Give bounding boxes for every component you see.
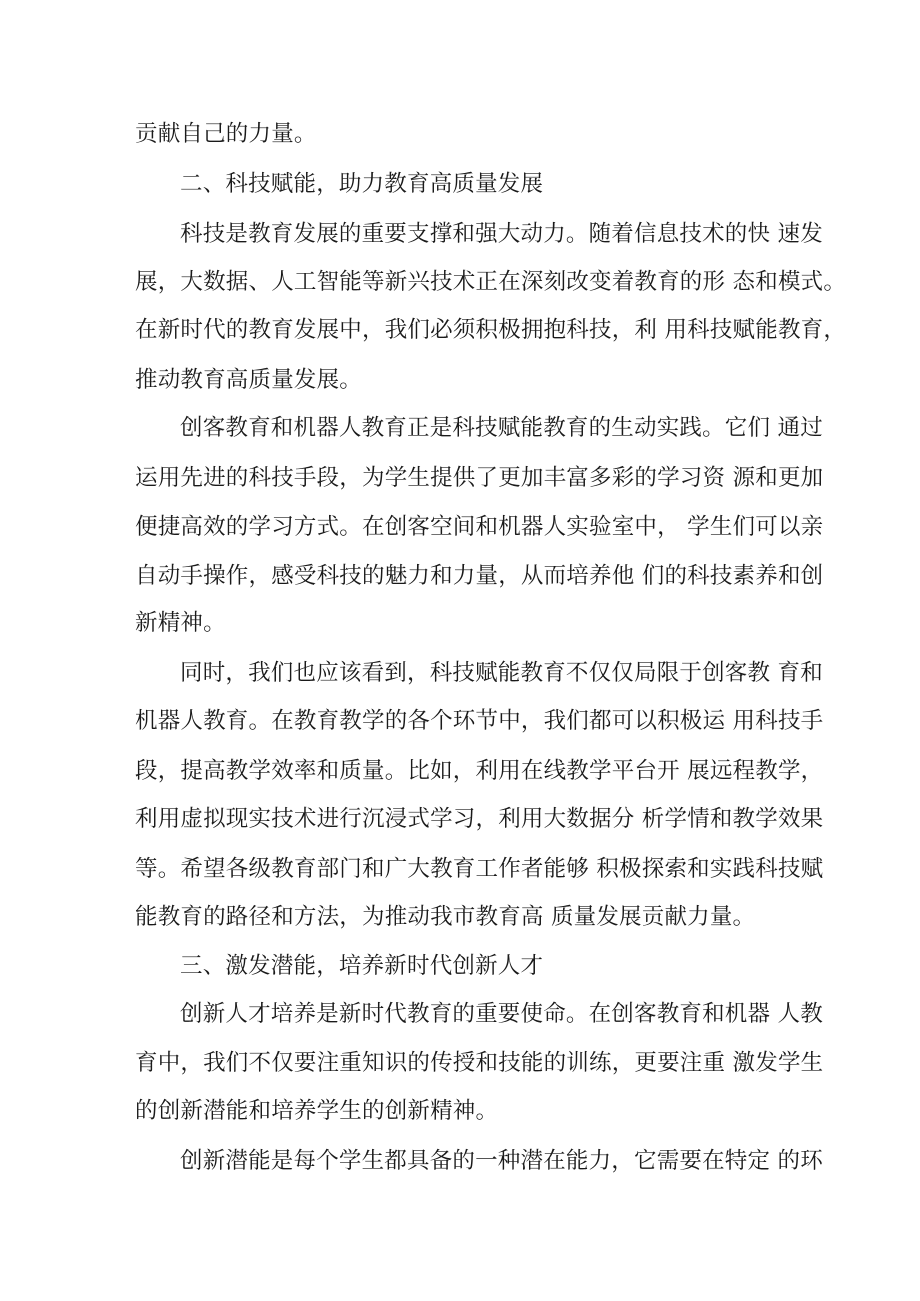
text-line: 能教育的路径和方法，为推动我市教育高 质量发展贡献力量。 bbox=[135, 904, 756, 930]
text-line: 在新时代的教育发展中，我们必须积极拥抱科技，利 用科技赋能教育， bbox=[135, 317, 847, 343]
text-line: 育中，我们不仅要注重知识的传授和技能的训练，更要注重 激发学生 bbox=[135, 1050, 824, 1076]
text-line: 机器人教育。在教育教学的各个环节中，我们都可以积极运 用科技手 bbox=[135, 708, 824, 734]
text-line: 创新人才培养是新时代教育的重要使命。在创客教育和机器 人教 bbox=[180, 1001, 823, 1027]
text-line: 科技是教育发展的重要支撑和强大动力。随着信息技术的快 速发 bbox=[180, 221, 823, 247]
text-line: 创新潜能是每个学生都具备的一种潜在能力，它需要在特定 的环 bbox=[180, 1148, 823, 1174]
text-line: 等。希望各级教育部门和广大教育工作者能够 积极探索和实践科技赋 bbox=[135, 856, 824, 882]
section-heading: 三、激发潜能，培养新时代创新人才 bbox=[180, 953, 544, 979]
text-line: 的创新潜能和培养学生的创新精神。 bbox=[135, 1098, 499, 1124]
text-line: 展，大数据、人工智能等新兴技术正在深刻改变着教育的形 态和模式。 bbox=[135, 269, 847, 295]
text-line: 推动教育高质量发展。 bbox=[135, 367, 363, 393]
text-line: 同时，我们也应该看到，科技赋能教育不仅仅局限于创客教 育和 bbox=[180, 660, 823, 686]
text-line: 段，提高教学效率和质量。比如，利用在线教学平台开 展远程教学， bbox=[135, 758, 824, 784]
text-line: 自动手操作，感受科技的魅力和力量，从而培养他 们的科技素养和创 bbox=[135, 563, 824, 589]
text-line: 运用先进的科技手段，为学生提供了更加丰富多彩的学习资 源和更加 bbox=[135, 465, 824, 491]
text-line: 新精神。 bbox=[135, 610, 226, 636]
text-line: 贡献自己的力量。 bbox=[135, 121, 317, 147]
section-heading: 二、科技赋能，助力教育高质量发展 bbox=[180, 171, 544, 197]
text-line: 创客教育和机器人教育正是科技赋能教育的生动实践。它们 通过 bbox=[180, 415, 823, 441]
text-line: 便捷高效的学习方式。在创客空间和机器人实验室中， 学生们可以亲 bbox=[135, 514, 824, 540]
text-line: 利用虚拟现实技术进行沉浸式学习，利用大数据分 析学情和教学效果 bbox=[135, 806, 824, 832]
